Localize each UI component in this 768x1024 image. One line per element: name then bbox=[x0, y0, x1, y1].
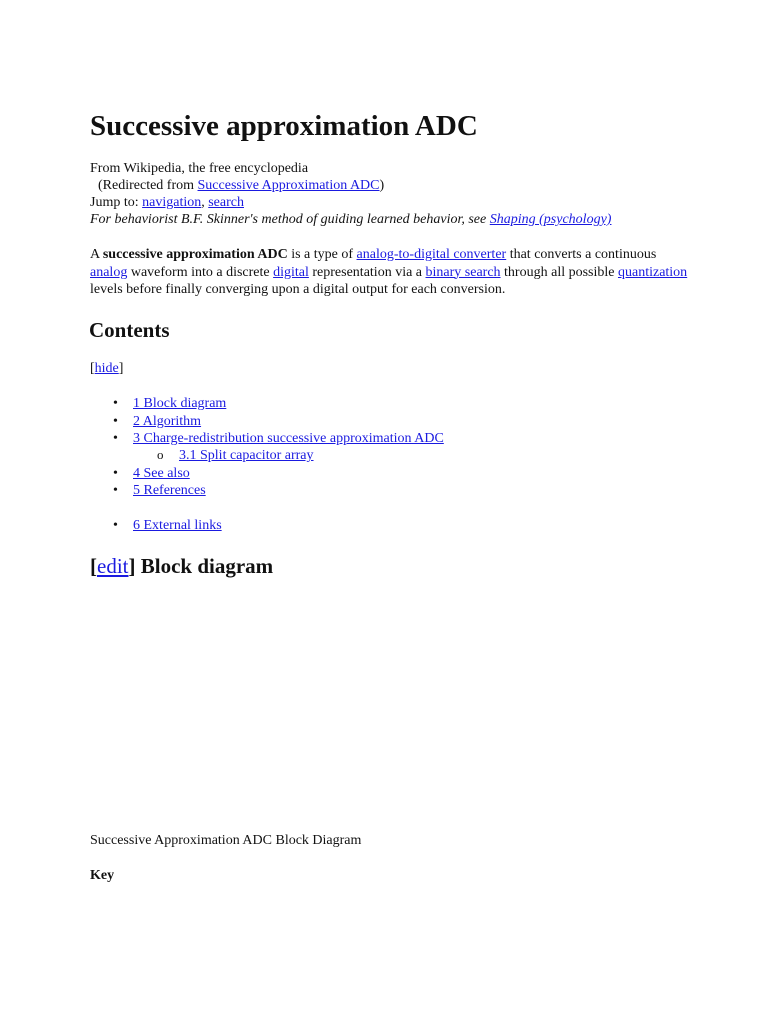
toc-link-algorithm[interactable]: 2 Algorithm bbox=[133, 414, 202, 429]
intro-text-3: that converts a continuous bbox=[506, 247, 657, 262]
page-title: Successive approximation ADC bbox=[90, 110, 478, 142]
toc-link-see-also[interactable]: 4 See also bbox=[133, 466, 190, 481]
edit-bracket-open: [ bbox=[90, 554, 97, 578]
hatnote-link[interactable]: Shaping (psychology) bbox=[489, 212, 612, 227]
toc-link-charge-redistribution[interactable]: 3 Charge-redistribution successive approximation ADC bbox=[133, 431, 444, 446]
toc-link-external-links[interactable]: 6 External links bbox=[133, 518, 222, 533]
key-label: Key bbox=[90, 868, 115, 883]
toc-item-algorithm bbox=[113, 413, 202, 430]
toc-item-block-diagram bbox=[113, 395, 227, 412]
toc-link-references[interactable]: 5 References bbox=[133, 483, 206, 498]
jump-to bbox=[90, 194, 244, 211]
toc-link-split-capacitor-array[interactable]: 3.1 Split capacitor array bbox=[179, 448, 314, 463]
source-note: From Wikipedia, the free encyclopedia bbox=[90, 161, 309, 176]
intro-text-1: A bbox=[90, 247, 103, 262]
redirect-note bbox=[98, 177, 384, 194]
jump-search-link[interactable]: search bbox=[208, 195, 244, 210]
toc-item-split-capacitor-array bbox=[157, 447, 314, 464]
bullet-icon: • bbox=[113, 518, 118, 533]
edit-link[interactable]: edit bbox=[97, 554, 129, 578]
toc-item-external-links bbox=[113, 517, 222, 534]
jump-separator: , bbox=[201, 195, 209, 210]
toc-item-see-also bbox=[113, 465, 190, 482]
bullet-icon: • bbox=[113, 466, 118, 481]
toc-hide-link[interactable]: hide bbox=[94, 361, 119, 376]
section-heading-block-diagram bbox=[90, 553, 273, 579]
link-binary-search[interactable]: binary search bbox=[425, 264, 501, 280]
intro-text-5: representation via a bbox=[308, 264, 426, 280]
hatnote-text: For behaviorist B.F. Skinner's method of guiding learned behavior, see bbox=[90, 212, 490, 227]
bullet-icon: • bbox=[113, 483, 118, 498]
bullet-icon: • bbox=[113, 414, 118, 429]
link-analog[interactable]: analog bbox=[90, 264, 128, 280]
toc-toggle-close: ] bbox=[118, 361, 124, 376]
link-digital[interactable]: digital bbox=[273, 264, 309, 280]
toc-item-references bbox=[113, 482, 206, 499]
redirect-prefix: (Redirected from bbox=[98, 178, 198, 193]
intro-text-2: is a type of bbox=[287, 247, 357, 262]
jump-navigation-link[interactable]: navigation bbox=[142, 195, 202, 210]
intro-text-6: through all possible bbox=[500, 264, 618, 280]
redirect-suffix: ) bbox=[379, 178, 385, 193]
circle-bullet-icon: o bbox=[157, 447, 164, 462]
figure-caption: Successive Approximation ADC Block Diagram bbox=[90, 833, 362, 848]
bullet-icon: • bbox=[113, 396, 118, 411]
intro-text-4: waveform into a discrete bbox=[127, 264, 274, 280]
intro-bold-term: successive approximation ADC bbox=[102, 247, 288, 262]
toc-link-block-diagram[interactable]: 1 Block diagram bbox=[133, 396, 227, 411]
section-title: Block diagram bbox=[135, 554, 274, 578]
redirect-link[interactable]: Successive Approximation ADC bbox=[197, 178, 380, 193]
edit-bracket-close: ] bbox=[128, 554, 136, 578]
toc-toggle-open: [ bbox=[90, 361, 95, 376]
intro-paragraph bbox=[90, 246, 690, 299]
link-analog-to-digital-converter[interactable]: analog-to-digital converter bbox=[356, 247, 507, 262]
intro-text-7: levels before finally converging upon a digital output for each conversion. bbox=[90, 282, 506, 297]
link-quantization[interactable]: quantization bbox=[617, 264, 688, 280]
jump-prefix: Jump to: bbox=[90, 195, 143, 210]
bullet-icon: • bbox=[113, 431, 118, 446]
toc-toggle bbox=[90, 360, 123, 377]
toc-item-charge-redistribution bbox=[113, 430, 444, 447]
toc-heading: Contents bbox=[89, 318, 170, 342]
hatnote bbox=[90, 211, 611, 228]
